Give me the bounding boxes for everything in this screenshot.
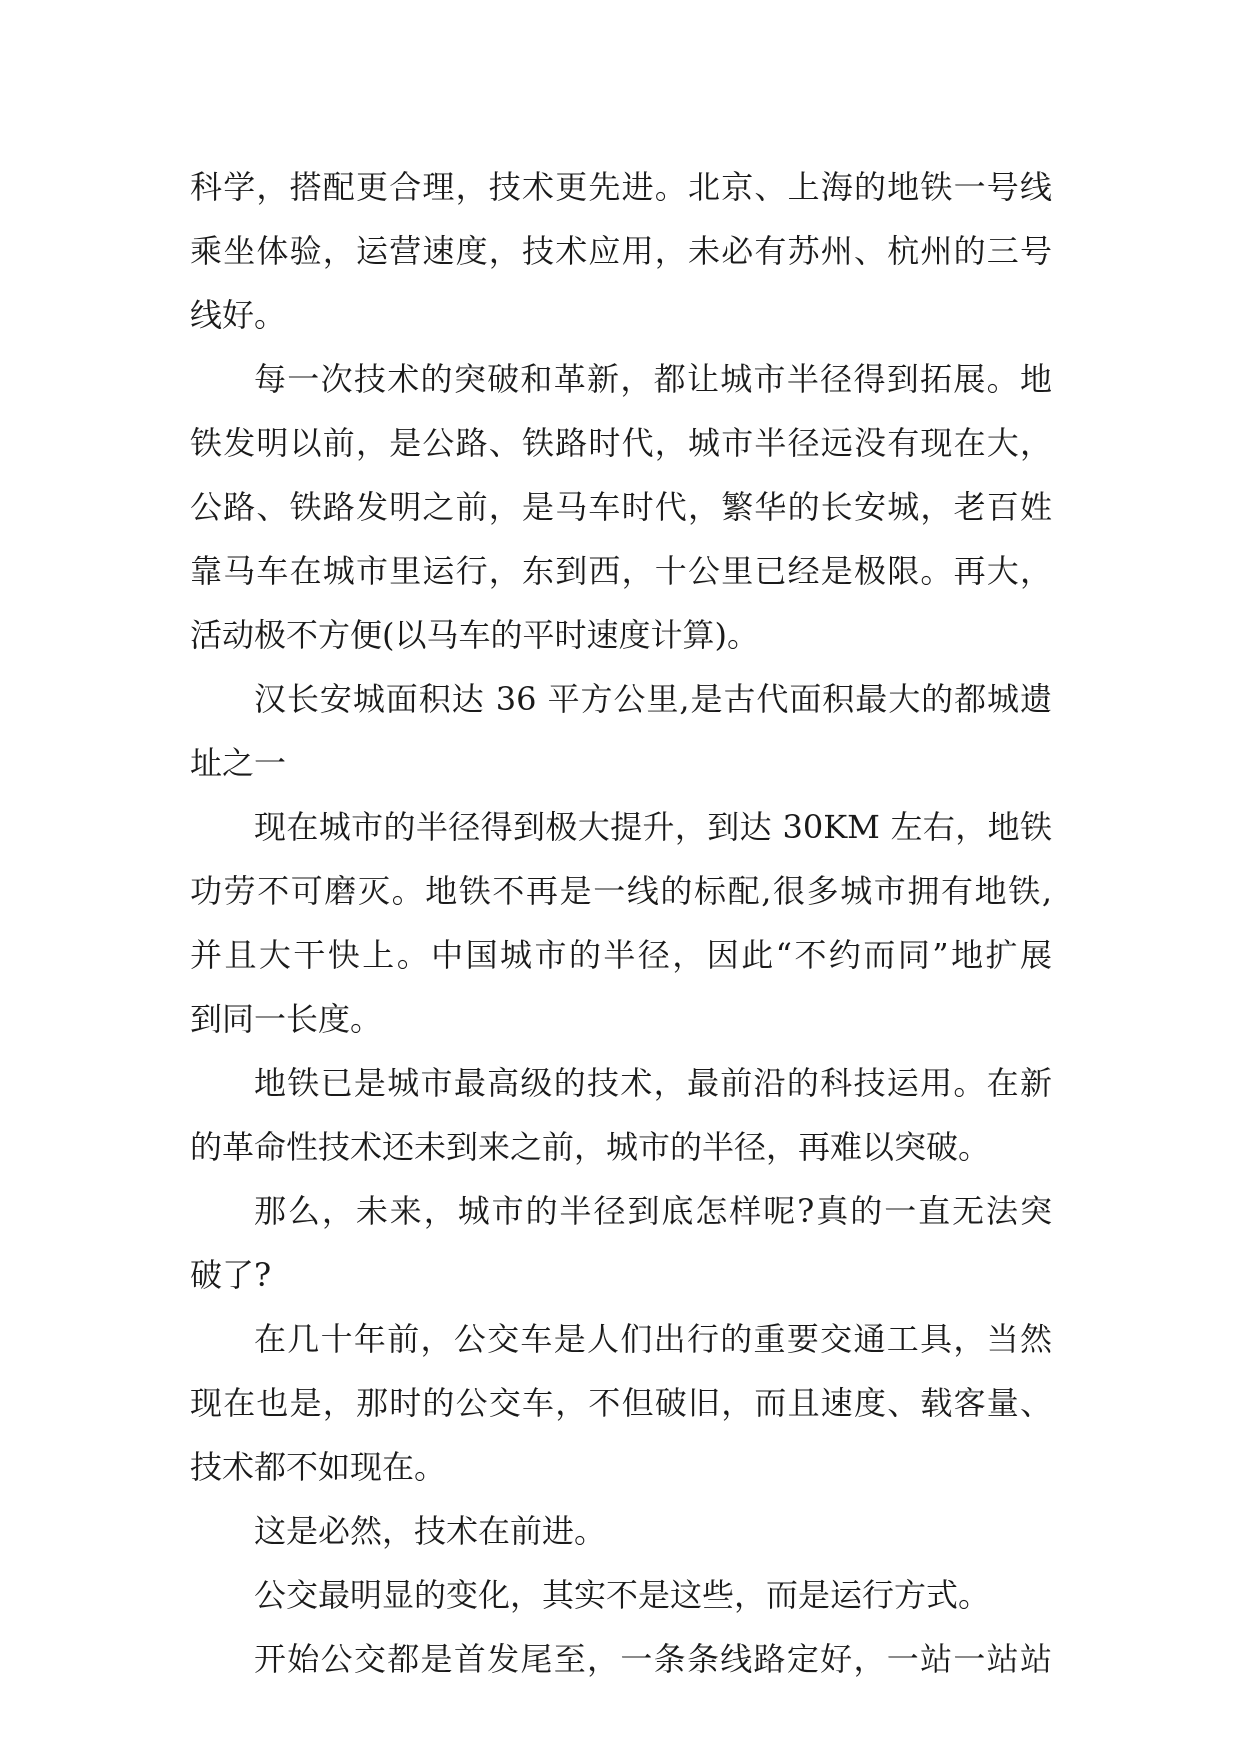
text-line: 现在也是，那时的公交车，不但破旧，而且速度、载客量、 (190, 1384, 1052, 1422)
text-line: 科学，搭配更合理，技术更先进。北京、上海的地铁一号线 (190, 168, 1052, 206)
text-line: 址之一 (190, 744, 287, 782)
text-line: 每一次技术的突破和革新，都让城市半径得到拓展。地 (254, 360, 1052, 398)
text-line: 的革命性技术还未到来之前，城市的半径，再难以突破。 (190, 1128, 991, 1166)
text-line: 活动极不方便(以马车的平时速度计算)。 (190, 616, 759, 654)
text-line: 靠马车在城市里运行，东到西，十公里已经是极限。再大， (190, 552, 1052, 590)
text-line: 在几十年前，公交车是人们出行的重要交通工具，当然 (254, 1320, 1052, 1358)
text-line: 现在城市的半径得到极大提升，到达 30KM 左右，地铁 (254, 808, 1052, 846)
text-line: 公交最明显的变化，其实不是这些，而是运行方式。 (254, 1576, 991, 1614)
text-line: 破了? (190, 1256, 272, 1294)
text-line: 汉长安城面积达 36 平方公里,是古代面积最大的都城遗 (254, 680, 1052, 718)
text-line: 那么，未来，城市的半径到底怎样呢?真的一直无法突 (254, 1192, 1052, 1230)
document-body (190, 155, 1052, 1691)
text-line: 到同一长度。 (190, 1000, 383, 1038)
text-line: 这是必然，技术在前进。 (254, 1512, 607, 1550)
text-line: 线好。 (190, 296, 287, 334)
text-line: 开始公交都是首发尾至，一条条线路定好，一站一站站 (254, 1640, 1052, 1678)
text-line: 并且大干快上。中国城市的半径，因此“不约而同”地扩展 (190, 936, 1052, 974)
text-line: 功劳不可磨灭。地铁不再是一线的标配,很多城市拥有地铁, (190, 872, 1052, 910)
text-line: 地铁已是城市最高级的技术，最前沿的科技运用。在新 (254, 1064, 1052, 1102)
text-line: 技术都不如现在。 (190, 1448, 447, 1486)
text-line: 乘坐体验，运营速度，技术应用，未必有苏州、杭州的三号 (190, 232, 1052, 270)
text-line: 公路、铁路发明之前，是马车时代，繁华的长安城，老百姓 (190, 488, 1052, 526)
text-line: 铁发明以前，是公路、铁路时代，城市半径远没有现在大， (190, 424, 1052, 462)
